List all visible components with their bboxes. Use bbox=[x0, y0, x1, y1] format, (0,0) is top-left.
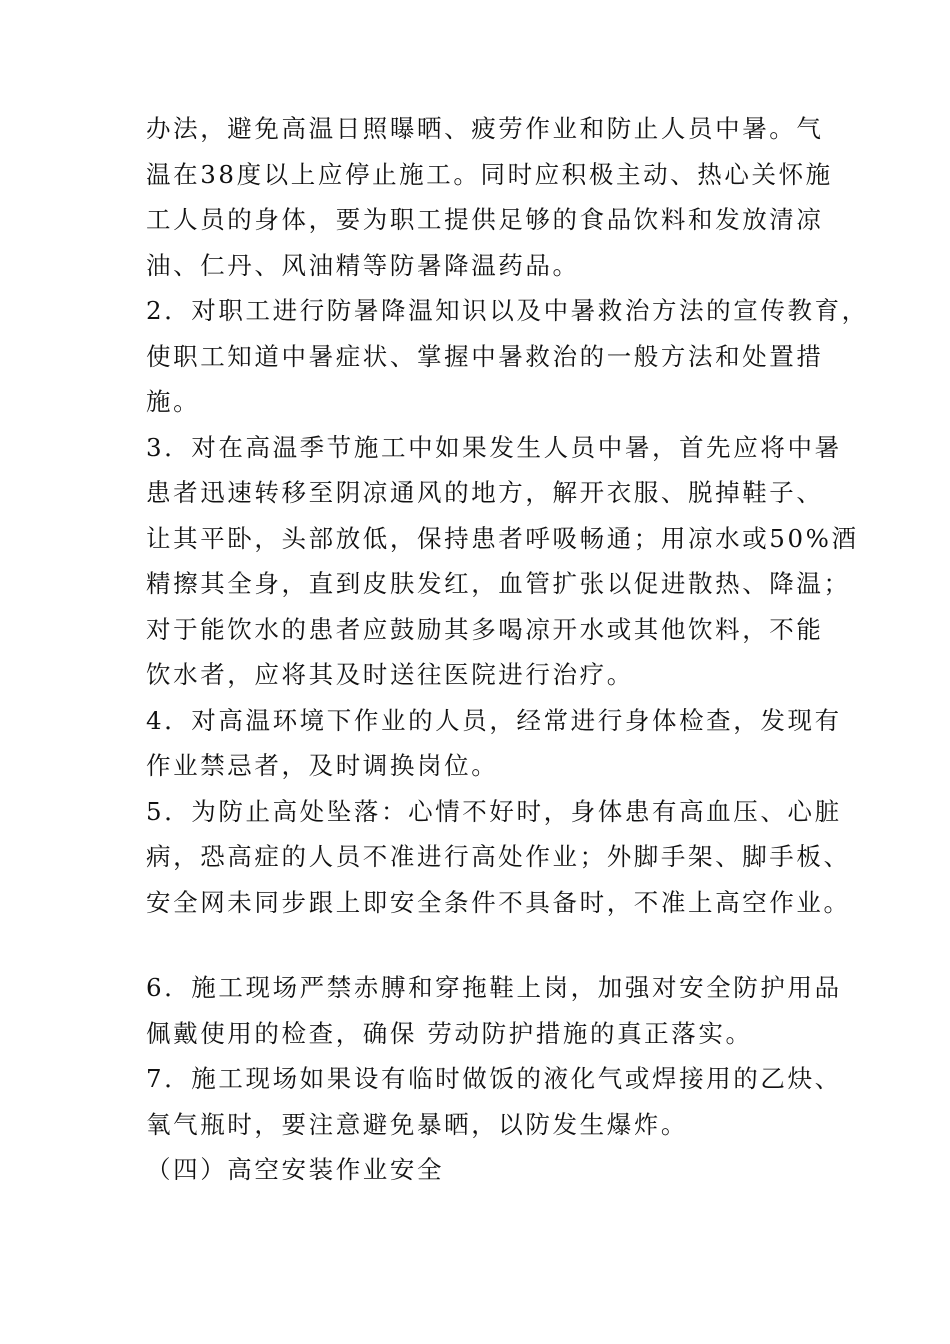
text-line: 施。 bbox=[146, 387, 201, 416]
text-line: 3．对在高温季节施工中如果发生人员中暑，首先应将中暑 bbox=[146, 432, 842, 462]
text-line: 7．施工现场如果设有临时做饭的液化气或焊接用的乙炔、 bbox=[146, 1064, 842, 1093]
text-line: 病，恐高症的人员不准进行高处作业；外脚手架、脚手板、 bbox=[146, 842, 851, 871]
text-line: 4．对高温环境下作业的人员，经常进行身体检查，发现有 bbox=[146, 705, 842, 735]
text-line: 油、仁丹、风油精等防暑降温药品。 bbox=[146, 250, 580, 280]
text-line: 工人员的身体，要为职工提供足够的食品饮料和发放清凉 bbox=[146, 205, 824, 234]
text-line: 对于能饮水的患者应鼓励其多喝凉开水或其他饮料，不能 bbox=[146, 614, 824, 644]
text-line: 6．施工现场严禁赤膊和穿拖鞋上岗，加强对安全防护用品 bbox=[146, 973, 842, 1002]
text-line: 患者迅速转移至阴凉通风的地方，解开衣服、脱掉鞋子、 bbox=[146, 478, 824, 507]
text-line: 5．为防止高处坠落：心情不好时，身体患有高血压、心脏 bbox=[146, 796, 842, 826]
paragraph-gap bbox=[146, 925, 826, 965]
document-page bbox=[146, 106, 869, 1193]
text-line: 办法，避免高温日照曝晒、疲劳作业和防止人员中暑。气 bbox=[146, 114, 824, 143]
text-line: 饮水者，应将其及时送往医院进行治疗。 bbox=[146, 660, 634, 689]
text-line: 2．对职工进行防暑降温知识以及中暑救治方法的宣传教育， bbox=[146, 296, 869, 325]
text-line: 安全网未同步跟上即安全条件不具备时，不准上高空作业。 bbox=[146, 887, 851, 917]
text-line: 精擦其全身，直到皮肤发红，血管扩张以促进散热、降温； bbox=[146, 569, 851, 598]
text-line: 使职工知道中暑症状、掌握中暑救治的一般方法和处置措 bbox=[146, 341, 824, 371]
text-line: 作业禁忌者，及时调换岗位。 bbox=[146, 751, 499, 780]
text-line: 佩戴使用的检查，确保 劳动防护措施的真正落实。 bbox=[146, 1018, 753, 1048]
section-heading: （四）高空安装作业安全 bbox=[146, 1155, 445, 1184]
text-line: 让其平卧，头部放低，保持患者呼吸畅通；用凉水或50%酒 bbox=[146, 523, 859, 553]
text-line: 温在38度以上应停止施工。同时应积极主动、热心关怀施 bbox=[146, 159, 833, 189]
text-line: 氧气瓶时，要注意避免暴晒，以防发生爆炸。 bbox=[146, 1109, 688, 1139]
